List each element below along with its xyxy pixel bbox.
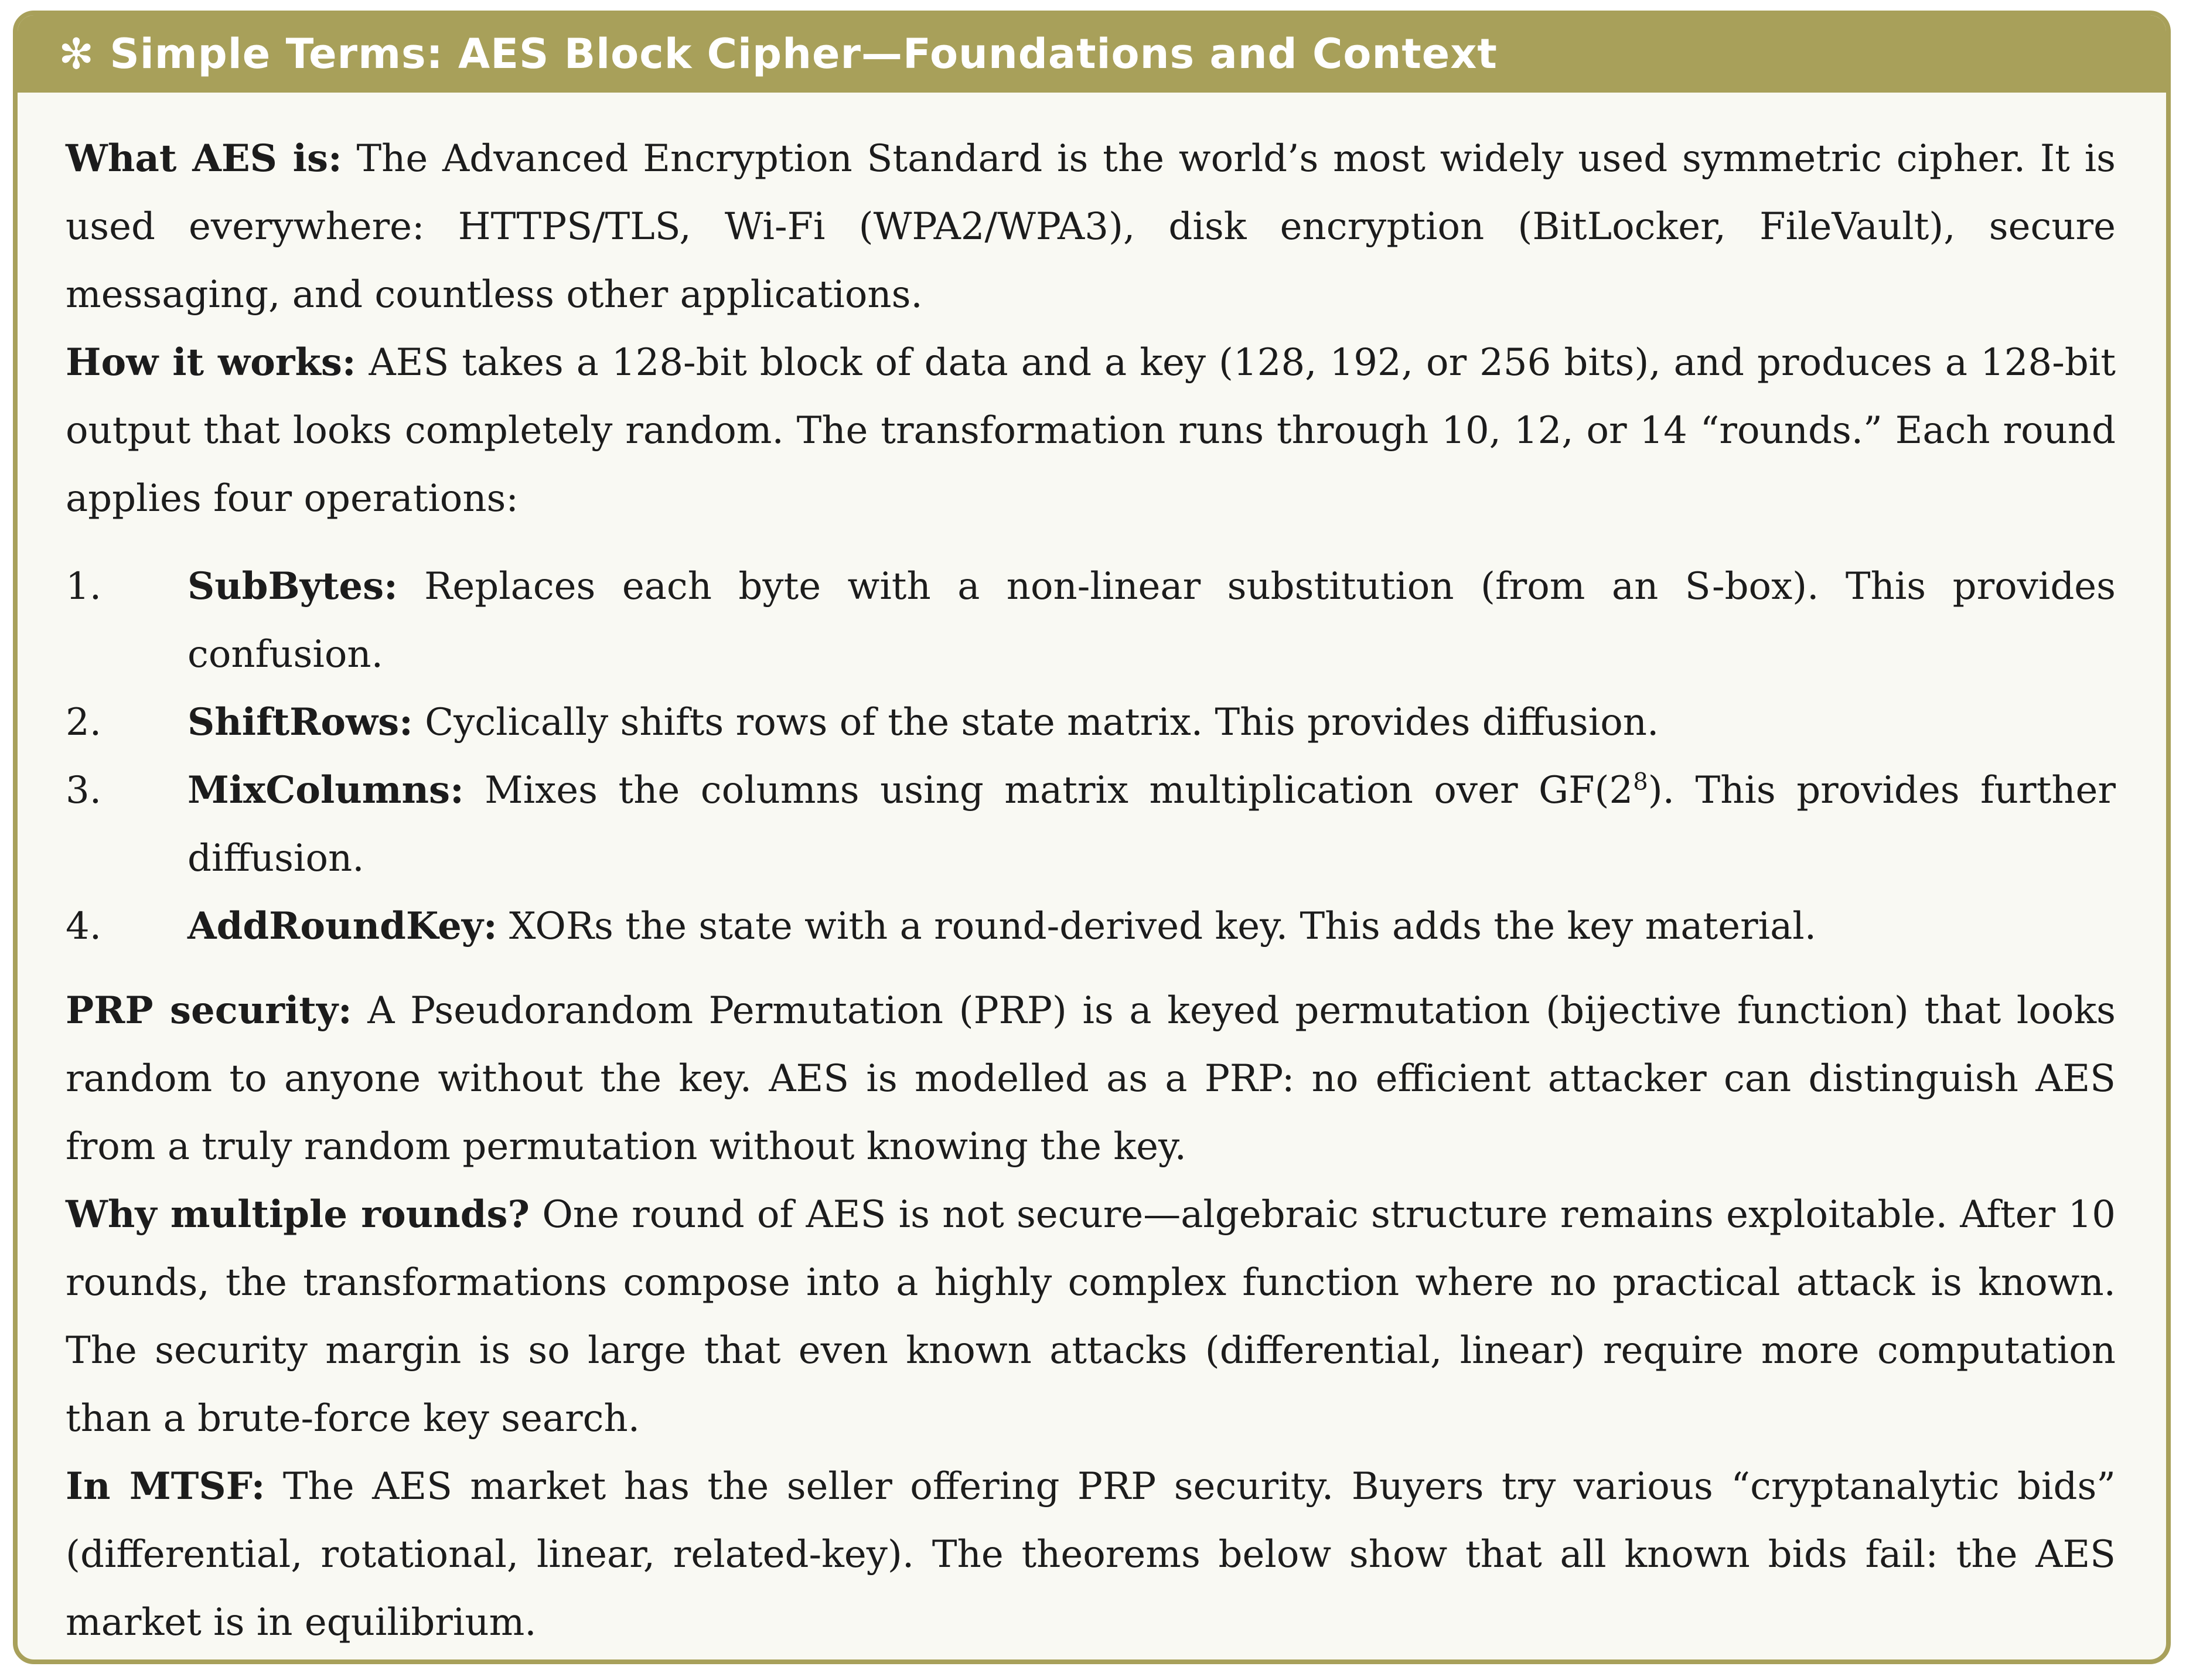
- box-body: [18, 93, 2166, 1657]
- why-multiple-rounds-paragraph: [66, 1181, 2116, 1453]
- operation-text: Cyclically shifts rows of the state matrix. This provides diffusion.: [412, 701, 1659, 744]
- operation-name: MixColumns:: [187, 768, 464, 812]
- operation-superscript: 8: [1633, 768, 1648, 796]
- what-aes-is-label: What AES is:: [66, 137, 342, 180]
- in-mtsf-text: The AES market has the seller offering PRP security. Buyers try various “cryptanalytic bids” (differential, rotational, linear, related-key). The theorems below show that all known bids fail: the AES market is in equilibrium.: [66, 1465, 2116, 1644]
- operation-name: ShiftRows:: [187, 700, 413, 744]
- operation-number: 3.: [66, 769, 102, 812]
- why-multiple-rounds-label: Why multiple rounds?: [66, 1192, 530, 1236]
- what-aes-is-text: The Advanced Encryption Standard is the world’s most widely used symmetric cipher. It is used everywhere: HTTPS/TLS, Wi-Fi (WPA2/WPA3), disk encryption (BitLocker, FileVault), secure messaging, and countless other applications.: [66, 137, 2116, 316]
- prp-security-paragraph: [66, 977, 2116, 1181]
- simple-terms-box: [13, 11, 2171, 1664]
- prp-security-text: A Pseudorandom Permutation (PRP) is a keyed permutation (bijective function) that looks random to anyone without the key. AES is modelled as a PRP: no efficient attacker can distinguish AES from a truly random permutation without knowing the key.: [66, 989, 2116, 1168]
- box-title: Simple Terms: AES Block Cipher—Foundations and Context: [110, 30, 1498, 78]
- operations-list: [66, 553, 2116, 960]
- how-it-works-label: How it works:: [66, 340, 356, 384]
- prp-security-label: PRP security:: [66, 989, 352, 1032]
- operation-number: 1.: [66, 565, 102, 608]
- how-it-works-text: AES takes a 128-bit block of data and a key (128, 192, or 256 bits), and produces a 128-bit output that looks completely random. The transformation runs through 10, 12, or 14 “rounds.” Each round applies four operations:: [66, 341, 2116, 520]
- asterisk-icon: ✻: [59, 29, 95, 79]
- why-multiple-rounds-text: One round of AES is not secure—algebraic structure remains exploitable. After 10 rounds, the transformations compose into a highly complex function where no practical attack is known. The security margin is so large that even known attacks (differential, linear) require more computation than a brute-force key search.: [66, 1193, 2116, 1440]
- in-mtsf-paragraph: [66, 1453, 2116, 1657]
- operation-number: 4.: [66, 905, 102, 948]
- operation-mixcolumns: [66, 756, 2116, 892]
- operation-text-before: Mixes the columns using matrix multiplication over GF(2: [463, 769, 1633, 812]
- in-mtsf-label: In MTSF:: [66, 1464, 265, 1508]
- operation-shiftrows: [66, 689, 2116, 756]
- operation-subbytes: [66, 553, 2116, 689]
- operation-number: 2.: [66, 701, 102, 744]
- box-header: [18, 15, 2166, 93]
- what-aes-is-paragraph: [66, 125, 2116, 329]
- operation-addroundkey: [66, 892, 2116, 960]
- operation-text: Replaces each byte with a non-linear substitution (from an S-box). This provides confusion.: [187, 565, 2116, 676]
- operation-text: XORs the state with a round-derived key. This adds the key material.: [497, 905, 1817, 948]
- operation-text-after: ). This provides further diffusion.: [187, 769, 2116, 880]
- operation-name: AddRoundKey:: [187, 904, 497, 948]
- how-it-works-paragraph: [66, 329, 2116, 533]
- operation-name: SubBytes:: [187, 564, 398, 608]
